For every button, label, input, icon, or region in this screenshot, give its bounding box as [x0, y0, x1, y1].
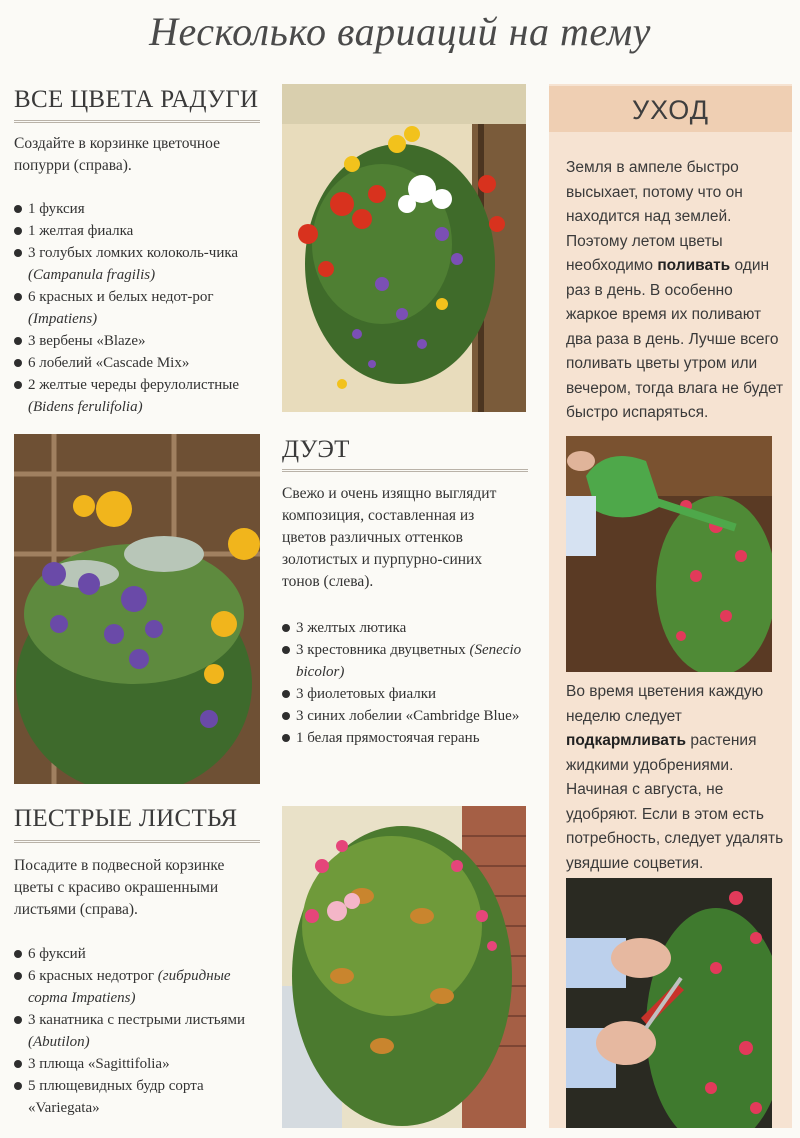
plant-name: 1 фуксия: [28, 201, 85, 217]
plant-list-item: [14, 1009, 264, 1053]
section-heading-duet: ДУЭТ: [282, 436, 350, 463]
photo-rainbow-basket: [282, 84, 526, 412]
plant-list-item: [14, 1075, 264, 1119]
page-title: Несколько вариаций на тему: [149, 9, 651, 54]
care-bold-watering: поливать: [657, 257, 731, 274]
plant-list-item: [14, 374, 264, 418]
photo-watering: [566, 436, 772, 672]
plant-name: 1 желтая фиалка: [28, 223, 134, 239]
plant-name: 3 синих лобелии «Cambridge Blue»: [296, 708, 520, 724]
plant-name: 6 красных и белых недот-рог: [28, 289, 214, 305]
plant-list-item: [14, 220, 264, 242]
plant-list-item: [14, 330, 264, 352]
plant-latin-name: (Bidens ferulifolia): [28, 399, 143, 415]
plant-name: 6 красных недотрог: [28, 968, 158, 984]
plant-latin-name: (Senecio bicolor): [296, 642, 522, 680]
plant-name: 6 лобелий «Cascade Mix»: [28, 355, 190, 371]
plant-name: 6 фуксий: [28, 946, 86, 962]
plant-name: 2 желтые череды ферулолистные: [28, 377, 240, 393]
plant-name: 3 голубых ломких колоколь-чика: [28, 245, 239, 261]
plant-list-item: [14, 242, 264, 286]
plant-list-item: [282, 727, 522, 749]
plant-list-variegated: [14, 943, 264, 1119]
plant-list-item: [14, 1053, 264, 1075]
plant-list-item: [14, 965, 264, 1009]
section-intro-rainbow: Создайте в корзинке цветочное попурри (справа).: [14, 135, 220, 174]
care-heading: УХОД: [549, 86, 792, 132]
heading-rule: [14, 840, 260, 843]
plant-name: 1 белая прямостоячая герань: [296, 730, 480, 746]
section-heading-rainbow: ВСЕ ЦВЕТА РАДУГИ: [14, 86, 259, 113]
photo-duet-basket: [14, 434, 260, 784]
plant-list-item: [14, 286, 264, 330]
plant-list-item: [14, 352, 264, 374]
plant-name: 3 крестовника двуцветных: [296, 642, 470, 658]
section-intro-variegated: Посадите в подвесной корзинке цветы с красиво окрашенными листьями (справа).: [14, 857, 225, 918]
plant-list-duet: [282, 617, 522, 749]
plant-name: 3 плюща «Sagittifolia»: [28, 1056, 170, 1072]
photo-variegated-basket: [282, 806, 526, 1128]
plant-name: 3 канатника с пестрыми листьями: [28, 1012, 246, 1028]
plant-list-item: [282, 683, 522, 705]
plant-latin-name: (Campanula fragilis): [28, 267, 156, 283]
plant-latin-name: (гибридные сорта Impatiens): [28, 968, 231, 1006]
plant-latin-name: (Abutilon): [28, 1034, 90, 1050]
plant-list-item: [282, 617, 522, 639]
plant-latin-name: (Impatiens): [28, 311, 98, 327]
plant-list-item: [282, 705, 522, 727]
plant-name: 3 вербены «Blaze»: [28, 333, 146, 349]
plant-list-item: [282, 639, 522, 683]
plant-list-item: [14, 198, 264, 220]
section-heading-variegated: ПЕСТРЫЕ ЛИСТЬЯ: [14, 805, 238, 832]
plant-name: 3 фиолетовых фиалки: [296, 686, 437, 702]
plant-list-rainbow: [14, 198, 264, 418]
plant-name: 3 желтых лютика: [296, 620, 407, 636]
photo-pruning: [566, 878, 772, 1128]
care-bold-feeding: подкармливать: [566, 732, 687, 749]
care-paragraph-feeding: Во время цветения каждую неделю следует подкармливать растения жидкими удобрениями. Начиная с августа, не удобряют. Если в этом есть потребность, следует удалять увядшие соцветия.: [566, 683, 784, 872]
section-intro-duet: Свежо и очень изящно выглядит композиция, составленная из цветов различных оттенков золотистых и пурпурно-синих тонов (слева).: [282, 485, 497, 590]
care-paragraph-watering: Земля в ампеле быстро высыхает, потому что он находится над землей. Поэтому летом цветы необходимо поливать один раз в день. В особенно жаркое время их поливают два раза в день. Лучше всего поливать цветы утром или вечером, тогда влага не будет быстро испаряться.: [566, 159, 784, 421]
heading-rule: [14, 120, 260, 123]
heading-rule: [282, 469, 528, 472]
plant-name: 5 плющевидных будр сорта «Variegata»: [28, 1078, 204, 1116]
plant-list-item: [14, 943, 264, 965]
